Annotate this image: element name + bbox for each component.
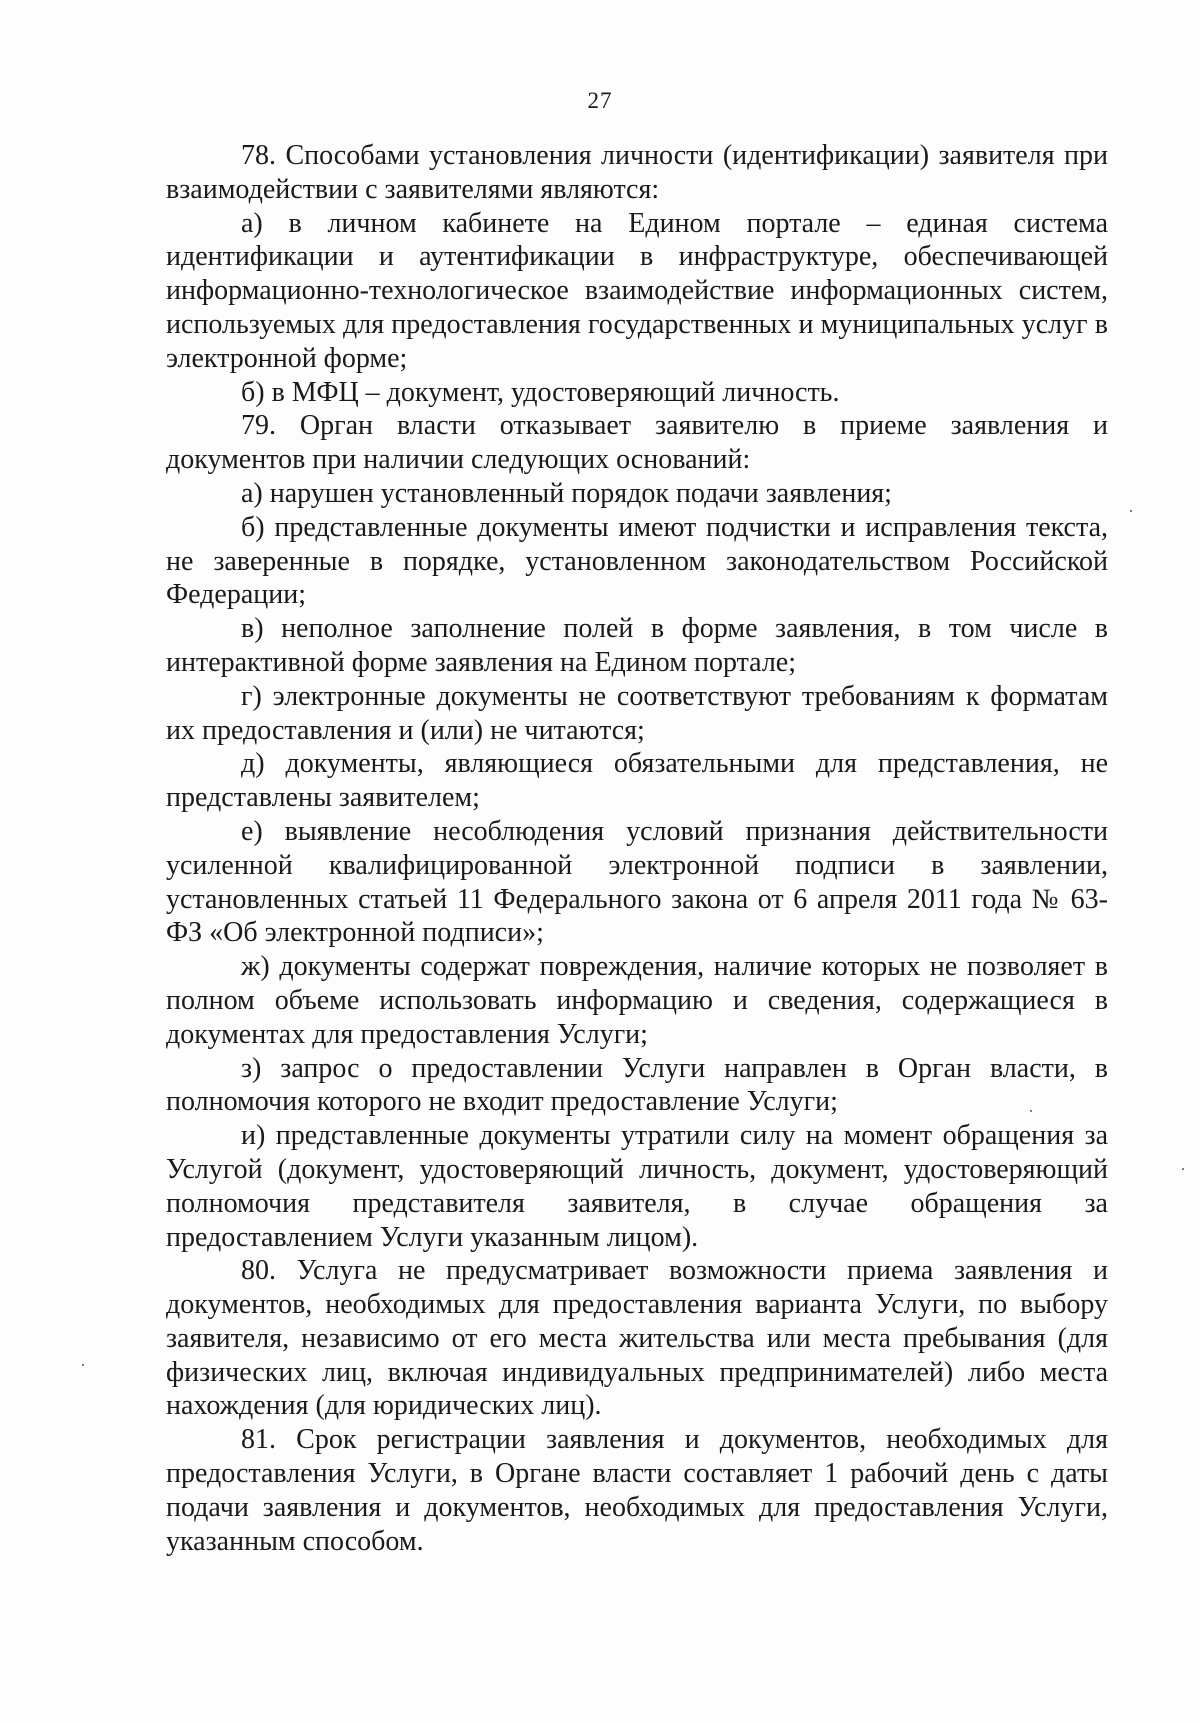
paragraph-79-g: г) электронные документы не соответствуют требованиям к форматам их предоставления и (или) не читаются; [166,680,1108,746]
paragraph-79-a: а) нарушен установленный порядок подачи заявления; [241,477,892,509]
paragraph-78-a: а) в личном кабинете на Едином портале – единая система идентификации и аутентификации в инфраструктуре, обеспечивающей информационно-технологическое взаимодействие информационных систем, используемых для предоставления государственных и муниципальных услуг в электронной форме; [166,207,1108,374]
paragraph-78: 78. Способами установления личности (идентификации) заявителя при взаимодействии с заявителями являются: [166,140,1108,205]
paragraph-79-e: е) выявление несоблюдения условий признания действительности усиленной квалифицированной электронной подписи в заявлении, установленных статьей 11 Федерального закона от 6 апреля 2011 года № 63-ФЗ «Об электронной подписи»; [166,815,1108,949]
paragraph-79-zh: ж) документы содержат повреждения, наличие которых не позволяет в полном объеме использовать информацию и сведения, содержащиеся в документах для предоставления Услуги; [166,951,1108,1050]
paragraph-79-z: з) запрос о предоставлении Услуги направлен в Орган власти, в полномочия которого не входит предоставление Услуги; [166,1052,1108,1118]
scan-speck [1182,1168,1184,1170]
paragraph-79-i: и) представленные документы утратили силу на момент обращения за Услугой (документ, удостоверяющий личность, документ, удостоверяющий полномочия представителя заявителя, в случае обращения за предоставлением Услуги указанным лицом). [166,1120,1108,1253]
scan-speck [1130,510,1132,512]
scan-speck [82,1364,84,1366]
paragraph-78-b: б) в МФЦ – документ, удостоверяющий личность. [241,376,840,408]
scan-speck [1030,1110,1032,1112]
paragraph-81: 81. Срок регистрации заявления и документов, необходимых для предоставления Услуги, в Органе власти составляет 1 рабочий день с даты подачи заявления и документов, необходимых для предоставления Услуги, указанным способом. [166,1424,1108,1557]
paragraph-80: 80. Услуга не предусматривает возможности приема заявления и документов, необходимых для предоставления варианта Услуги, по выбору заявителя, независимо от его места жительства или места пребывания (для физических лиц, включая индивидуальных предпринимателей) либо места нахождения (для юридических лиц). [166,1255,1108,1422]
paragraph-79-v: в) неполное заполнение полей в форме заявления, в том числе в интерактивной форме заявления на Едином портале; [166,613,1108,678]
page-number: 27 [587,88,613,113]
paragraph-79-d: д) документы, являющиеся обязательными для представления, не представлены заявителем; [166,748,1108,814]
paragraph-79-b: б) представленные документы имеют подчистки и исправления текста, не заверенные в порядке, установленном законодательством Российской Федерации; [166,511,1108,611]
paragraph-79: 79. Орган власти отказывает заявителю в приеме заявления и документов при наличии следующих оснований: [166,410,1108,476]
document-body [166,139,1108,1558]
